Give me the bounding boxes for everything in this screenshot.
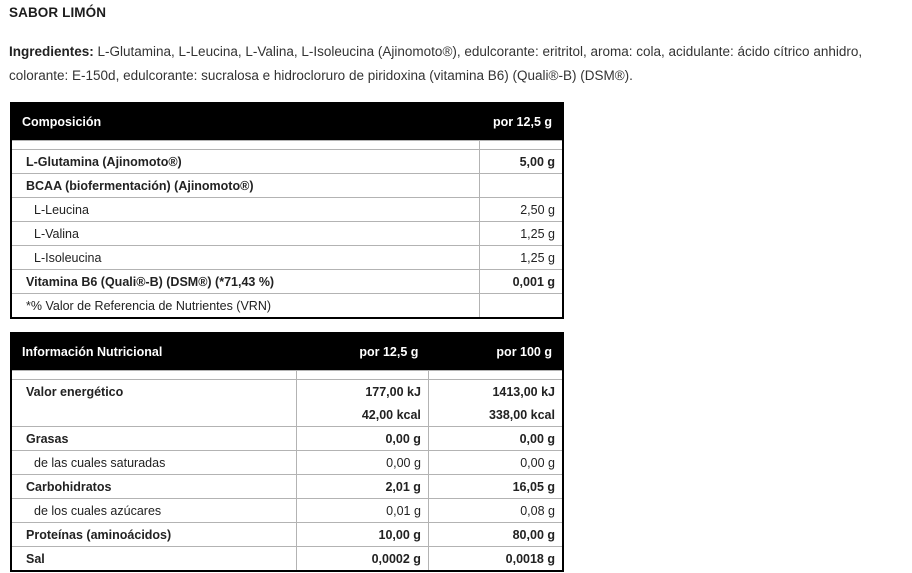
ingredients-text: L-Glutamina, L-Leucina, L-Valina, L-Isoleucina (Ajinomoto®), edulcorante: eritritol, aroma: cola, acidulante: ácido cítrico anhidro, colorante: E-150d, edulcorante: sucralosa e hidrocloruro de piridoxina (vitamina B6) (Quali®-B) (DSM®). (9, 44, 863, 83)
ingredients-paragraph (9, 40, 909, 88)
composition-row-value (479, 174, 563, 198)
table-row (11, 475, 563, 499)
nutrition-row-per100: 0,0018 g (428, 547, 563, 572)
table-row (11, 198, 563, 222)
composition-row-name: Vitamina B6 (Quali®-B) (DSM®) (*71,43 %) (11, 270, 479, 294)
table-row (11, 246, 563, 270)
nutrition-row-serving: 0,00 g (297, 451, 429, 475)
nutrition-row-per100: 16,05 g (428, 475, 563, 499)
nutrition-row-per100: 0,00 g (428, 451, 563, 475)
nutrition-row-name (11, 403, 297, 427)
nutrition-header-name: Información Nutricional (11, 333, 297, 371)
table-row (11, 380, 563, 404)
nutrition-row-per100: 80,00 g (428, 523, 563, 547)
nutrition-row-per100: 338,00 kcal (428, 403, 563, 427)
nutrition-row-name: de las cuales saturadas (11, 451, 297, 475)
composition-row-name: L-Leucina (11, 198, 479, 222)
table-row (11, 294, 563, 319)
composition-table (10, 102, 564, 319)
composition-row-name: BCAA (biofermentación) (Ajinomoto®) (11, 174, 479, 198)
composition-row-value (479, 294, 563, 319)
composition-row-name: L-Glutamina (Ajinomoto®) (11, 150, 479, 174)
composition-row-value: 1,25 g (479, 222, 563, 246)
table-row (11, 222, 563, 246)
nutrition-row-serving: 0,01 g (297, 499, 429, 523)
nutrition-row-per100: 1413,00 kJ (428, 380, 563, 404)
nutrition-row-serving: 0,0002 g (297, 547, 429, 572)
table-row (11, 523, 563, 547)
table-row (11, 403, 563, 427)
table-spacer (11, 141, 563, 150)
composition-header-per: por 12,5 g (479, 103, 563, 141)
composition-header-row (11, 103, 563, 141)
nutrition-header-per-serving: por 12,5 g (297, 333, 429, 371)
table-row (11, 150, 563, 174)
nutrition-row-per100: 0,00 g (428, 427, 563, 451)
nutrition-row-serving: 42,00 kcal (297, 403, 429, 427)
nutrition-row-name: Grasas (11, 427, 297, 451)
table-row (11, 451, 563, 475)
composition-row-value: 0,001 g (479, 270, 563, 294)
nutrition-row-name: Proteínas (aminoácidos) (11, 523, 297, 547)
nutrition-row-name: Carbohidratos (11, 475, 297, 499)
composition-row-value: 5,00 g (479, 150, 563, 174)
nutrition-row-serving: 177,00 kJ (297, 380, 429, 404)
nutrition-row-name: de los cuales azúcares (11, 499, 297, 523)
composition-header-name: Composición (11, 103, 479, 141)
table-row (11, 427, 563, 451)
nutrition-row-serving: 0,00 g (297, 427, 429, 451)
nutrition-row-name: Sal (11, 547, 297, 572)
table-row (11, 547, 563, 572)
nutrition-row-name: Valor energético (11, 380, 297, 404)
composition-row-name: L-Valina (11, 222, 479, 246)
nutrition-header-per-100: por 100 g (428, 333, 563, 371)
table-spacer (11, 371, 563, 380)
composition-row-name: L-Isoleucina (11, 246, 479, 270)
nutrition-row-serving: 10,00 g (297, 523, 429, 547)
nutrition-row-serving: 2,01 g (297, 475, 429, 499)
nutrition-table (10, 332, 564, 572)
nutrition-row-per100: 0,08 g (428, 499, 563, 523)
table-row (11, 174, 563, 198)
composition-row-value: 2,50 g (479, 198, 563, 222)
table-row (11, 270, 563, 294)
composition-footnote: *% Valor de Referencia de Nutrientes (VRN) (11, 294, 479, 319)
ingredients-label: Ingredientes: (9, 44, 94, 59)
nutrition-header-row (11, 333, 563, 371)
composition-row-value: 1,25 g (479, 246, 563, 270)
flavor-title: SABOR LIMÓN (9, 5, 107, 20)
table-row (11, 499, 563, 523)
